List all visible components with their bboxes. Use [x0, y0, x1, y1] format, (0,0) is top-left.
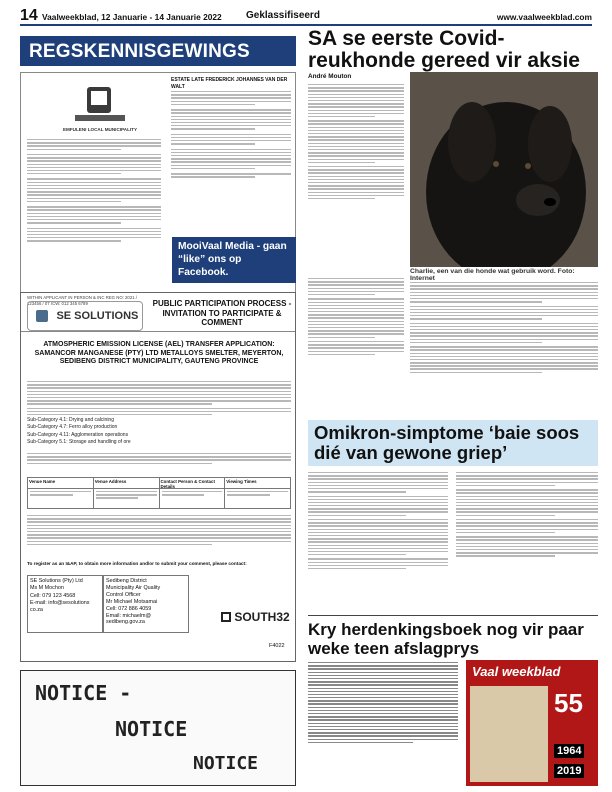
- publication-date: Vaalweekblad, 12 Januarie - 14 Januarie 2022: [42, 12, 222, 22]
- table-header: Contact Person & Contact Details: [160, 478, 226, 488]
- section-divider: [308, 615, 598, 616]
- covid-body-col2: [308, 278, 404, 357]
- table-header: Venue Name: [28, 478, 94, 488]
- contact-line: SE Solutions (Pty) Ltd: [30, 578, 83, 584]
- right-notice-body: [171, 91, 291, 180]
- municipal-logo: [65, 85, 135, 125]
- crest-icon: [65, 85, 135, 125]
- kry-body: [308, 662, 458, 745]
- contact-line: sedibeng.gov.za: [106, 619, 145, 626]
- notice-line-2: NOTICE: [115, 717, 188, 741]
- public-participation-notice: [20, 292, 296, 662]
- covid-headline: SA se eerste Covid-reukhonde gereed vir aksie: [308, 27, 580, 73]
- registration-line: To register as an I&AP, to obtain more information and/or to submit your comment, please contact:: [27, 561, 247, 566]
- covid-body-col1: [308, 84, 404, 201]
- photo-caption: Charlie, een van die honde wat gebruik word. Foto: Internet: [410, 268, 575, 282]
- section-name: Geklassifiseerd: [246, 10, 320, 21]
- contact-box-2: [103, 575, 189, 633]
- iap-body: [27, 515, 291, 547]
- subcategory-list: [27, 417, 207, 446]
- page-header: [20, 6, 592, 26]
- ad-reference: F4022: [269, 643, 285, 649]
- participation-heading: PUBLIC PARTICIPATION PROCESS - INVITATION TO PARTICIPATE & COMMENT: [152, 299, 292, 328]
- intro-body: [27, 381, 291, 417]
- notice-line-3: NOTICE: [193, 753, 259, 774]
- dog-photo: [410, 72, 598, 267]
- south32-logo: [221, 609, 293, 629]
- contact-box-1: [27, 575, 103, 633]
- left-notice-body: [27, 139, 161, 243]
- mooivaal-facebook-ad[interactable]: MooiVaal Media - gaan “like” ons op Facebook.: [172, 237, 296, 283]
- page-number: 14: [20, 7, 38, 24]
- contact-line: Ms M Mochon: [30, 585, 64, 592]
- hexagon-icon: [36, 310, 48, 322]
- contact-line: Control Officer: [106, 591, 141, 598]
- contact-line: Municipality Air Quality: [106, 584, 161, 591]
- contact-email[interactable]: E-mail: info@sesolutions: [30, 599, 90, 606]
- logo-text: EMFULENI LOCAL MUNICIPALITY: [62, 127, 138, 132]
- subcategory-item: Sub-Category 4.7: Ferro alloy production: [27, 424, 118, 431]
- subcategory-item: Sub-Category 4.11: Agglomeration operations: [27, 431, 129, 438]
- contact-line: co.za: [30, 607, 43, 614]
- covid-byline: André Mouton: [308, 73, 352, 80]
- left-contact: WITHIN APPLICANT IN PERSON & INC REG NO: 2021 / 123456 / 07 ICW: 012 345 6789: [27, 295, 137, 307]
- legal-notices-banner: REGSKENNISGEWINGS: [20, 36, 296, 66]
- book-brand: Vaal weekblad: [472, 664, 561, 679]
- ael-title: ATMOSPHERIC EMISSION LICENSE (AEL) TRANSFER APPLICATION: SAMANCOR MANGANESE (PTY) LTD METALLOYS SMELTER, MEYERTON, SEDIBENG DISTRICT MUNICIPALITY, GAUTENG PROVINCE: [34, 341, 284, 366]
- omicron-headline: Omikron-simptome ‘baie soos dié van gewone griep’: [308, 420, 598, 466]
- table-header: Viewing Times: [226, 479, 257, 484]
- grid-icon: [221, 612, 231, 622]
- table-header: Venue Address: [94, 478, 160, 488]
- omicron-body-col2: [456, 472, 598, 558]
- book-year-start: 1964: [554, 744, 584, 758]
- venue-table: [27, 477, 291, 509]
- contact-line: Cell: 072 886 4059: [106, 605, 152, 612]
- review-body: [27, 453, 291, 466]
- notice-line-1: NOTICE -: [35, 681, 132, 705]
- contact-line: Cell: 079 123 4568: [30, 592, 76, 599]
- website-link[interactable]: www.vaalweekblad.com: [496, 12, 592, 22]
- subcategory-item: Sub-Category 4.1: Drying and calcining: [27, 417, 114, 423]
- contact-line: Mr Michael Motsamai: [106, 598, 158, 605]
- notice-graphic: [20, 670, 296, 786]
- right-notice-title: ESTATE LATE FREDERICK JOHANNES VAN DER WALT: [171, 77, 288, 90]
- book-years: 55: [554, 688, 583, 718]
- contact-email[interactable]: Email: michaelm@: [106, 612, 152, 619]
- kry-headline: Kry herdenkingsboek nog vir paar weke teen afslagprys: [308, 620, 584, 658]
- dog-image: [410, 72, 598, 267]
- company-name: SE SOLUTIONS: [56, 309, 139, 322]
- contact-line: Sedibeng District: [106, 578, 147, 584]
- covid-body-col3: [410, 282, 598, 375]
- book-year-end: 2019: [554, 764, 584, 778]
- south32-wordmark: SOUTH32: [234, 609, 290, 624]
- omicron-body-col1: [308, 472, 448, 571]
- commemorative-book-ad[interactable]: [466, 660, 598, 786]
- table-row: [28, 489, 290, 508]
- subcategory-item: Sub-Category 5.1: Storage and handling of ore: [27, 438, 131, 445]
- se-solutions-logo: [27, 301, 143, 331]
- book-collage: [470, 686, 548, 782]
